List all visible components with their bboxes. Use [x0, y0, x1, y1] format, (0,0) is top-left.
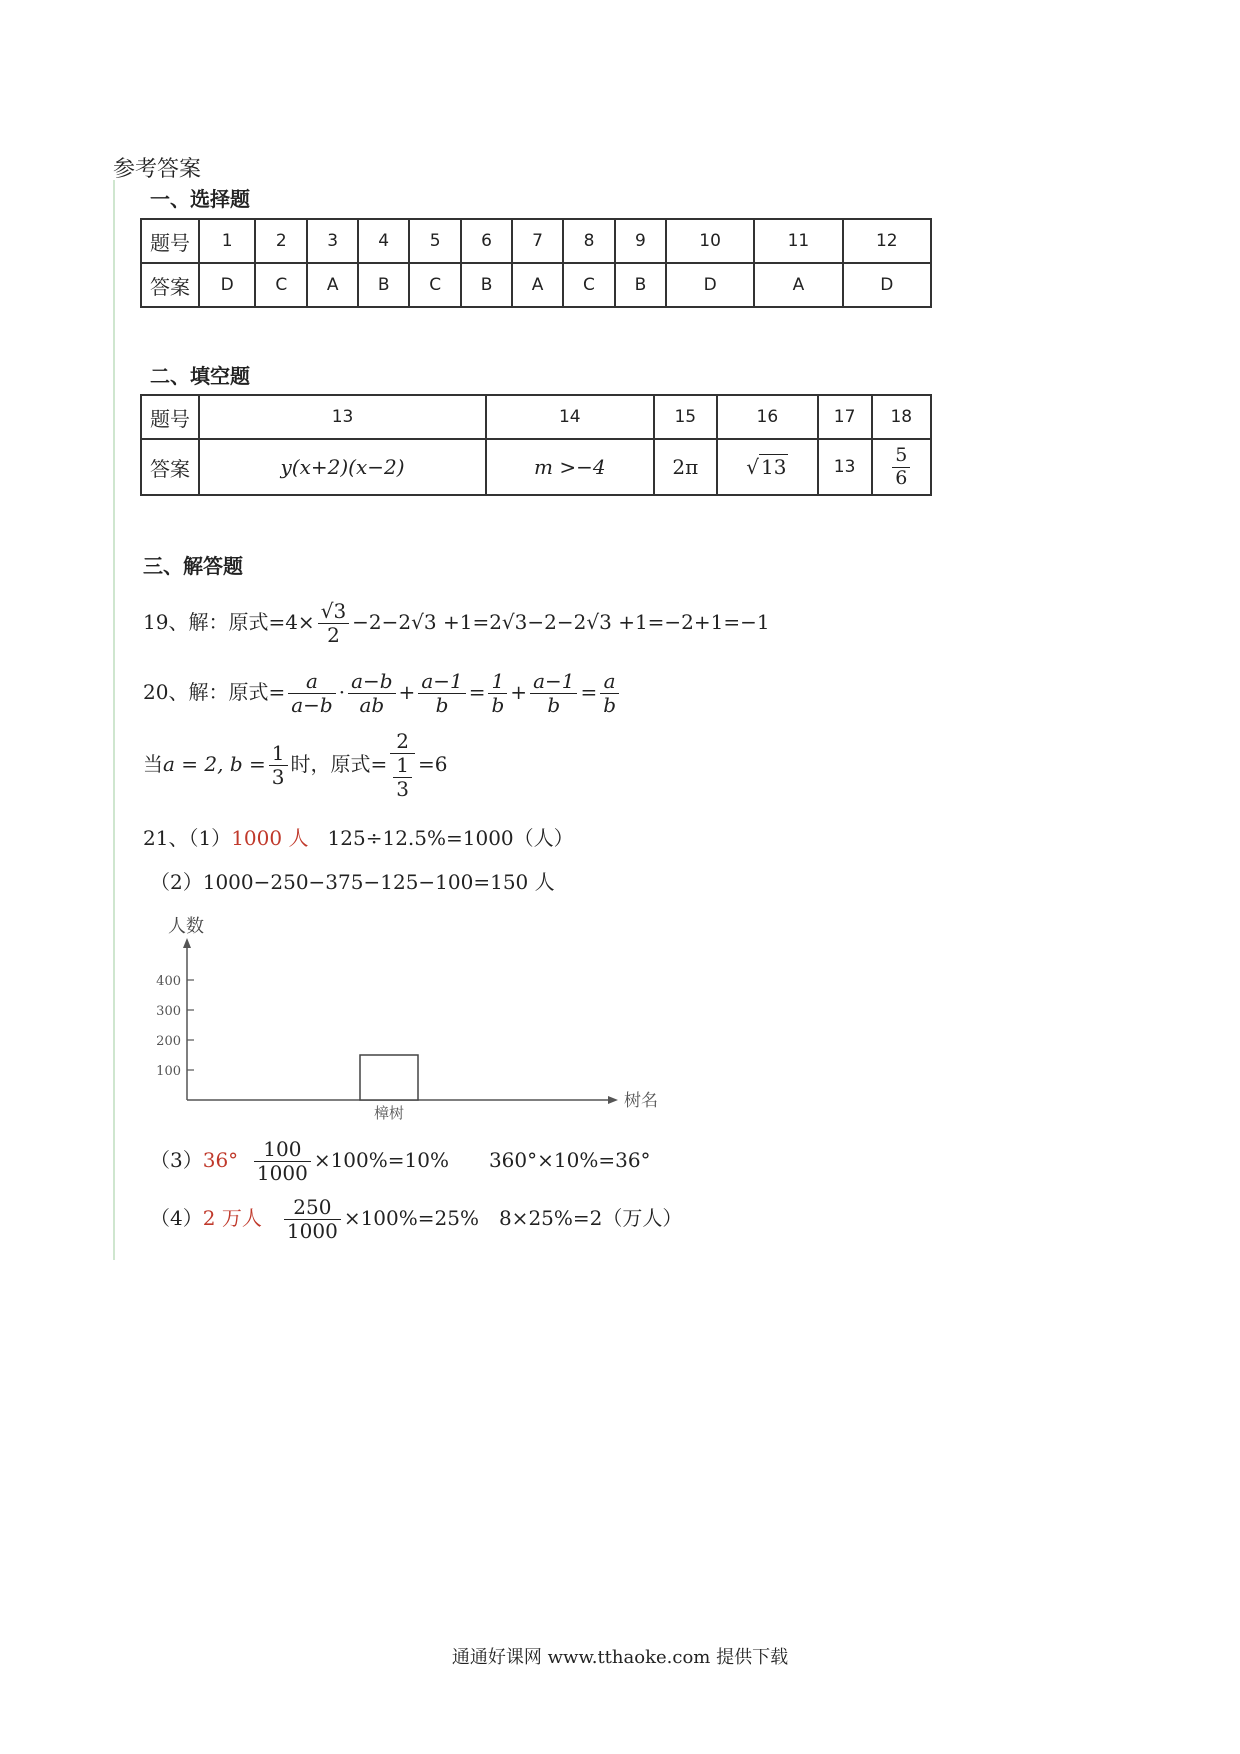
left-margin-line [113, 180, 115, 1260]
bar-0 [360, 1055, 418, 1100]
choice-q-cell: 3 [307, 219, 358, 263]
choice-q-cell: 12 [843, 219, 931, 263]
q21-p3-work: ×100%=10% 360°×10%=36° [313, 1148, 651, 1172]
q20-big-num: 2 [390, 730, 415, 754]
choice-a-cell: B [358, 263, 409, 307]
q20-line1: 20、解：原式= $\frac{a}{a-b}$ · $\frac{a-b}{ab}$ + $\frac{a-1}{b}$ = $\frac{1}{b}$ + $\frac{a-1}{b}$ = $\frac{a}{b}$ [143, 670, 622, 717]
q20-line2-prefix: 当 [143, 752, 163, 776]
q21-part2: （2）1000−250−375−125−100=150 人 [150, 870, 555, 894]
section1-title: 一、选择题 [150, 187, 250, 211]
q21-p1-work: 125÷12.5%=1000（人） [327, 826, 574, 850]
q20-f5-den: b [547, 693, 561, 717]
q19-frac-den: 2 [327, 623, 340, 647]
choice-q-cell: 11 [754, 219, 842, 263]
q21-p1-label: 21、（1） [143, 826, 232, 850]
q21-p1-answer: 1000 人 [231, 826, 309, 850]
q21-p3-den: 1000 [256, 1161, 308, 1185]
fill-a16: √ 13 [717, 439, 818, 495]
q21-part1 [143, 822, 574, 851]
choice-answer-table [140, 218, 932, 308]
choice-a-cell: C [409, 263, 461, 307]
q20-line2-result: =6 [418, 752, 448, 776]
y-tick-label: 100 [156, 1064, 181, 1079]
fill-answer-table [140, 394, 932, 496]
y-tick-label: 200 [156, 1034, 181, 1049]
q20-f3-num: a−1 [418, 670, 465, 694]
fill-a17: 13 [818, 439, 872, 495]
y-tick-label: 400 [156, 974, 181, 989]
fill-a18 [872, 439, 931, 495]
q20-inner-den: 3 [396, 777, 409, 801]
choice-q-cell: 9 [615, 219, 666, 263]
fill-q-cell: 18 [872, 395, 931, 439]
q20-f1-num: a [288, 670, 335, 694]
choice-q-cell: 2 [255, 219, 307, 263]
fill-q-cell: 16 [717, 395, 818, 439]
choice-q-cell: 10 [666, 219, 754, 263]
fill-answer-row [141, 439, 931, 495]
chart-ylabel: 人数 [168, 916, 204, 937]
q21-p4-work: ×100%=25% 8×25%=2（万人） [343, 1206, 683, 1230]
q20-line2 [143, 730, 447, 801]
x-axis-arrow [608, 1096, 618, 1104]
q20-line2-cond: a = 2, b = [163, 752, 266, 776]
section2-title: 二、填空题 [150, 364, 250, 388]
q21-p3-answer: 36° [202, 1148, 239, 1172]
fill-q-cell: 13 [199, 395, 486, 439]
q21-p3-label: （3） [150, 1148, 203, 1172]
q19-line [143, 600, 770, 647]
fill-a14: m >−4 [486, 439, 654, 495]
choice-q-cell: 7 [512, 219, 563, 263]
choice-answer-row [141, 263, 931, 307]
q20-b-num: 1 [269, 742, 288, 766]
fill-a15: 2π [654, 439, 717, 495]
choice-q-cell: 1 [199, 219, 255, 263]
q21-part3 [150, 1138, 651, 1185]
fill-q-cell: 14 [486, 395, 654, 439]
row-label-answer: 答案 [141, 439, 199, 495]
q20-f2-num: a−b [348, 670, 395, 694]
choice-a-cell: B [461, 263, 512, 307]
fill-a18-num: 5 [892, 445, 910, 468]
choice-a-cell: D [199, 263, 255, 307]
choice-q-cell: 4 [358, 219, 409, 263]
q21-p4-den: 1000 [286, 1219, 338, 1243]
fill-a16-radicand: 13 [761, 455, 787, 479]
choice-question-row [141, 219, 931, 263]
fill-q-cell: 17 [818, 395, 872, 439]
choice-a-cell: B [615, 263, 666, 307]
choice-a-cell: A [512, 263, 563, 307]
footer-credit: 通通好课网 www.tthaoke.com 提供下载 [451, 1647, 789, 1668]
q20-prefix: 20、解：原式= [143, 680, 286, 704]
q20-f6-den: b [603, 693, 617, 717]
q20-f2-den: ab [359, 693, 385, 717]
q20-f3-den: b [435, 693, 449, 717]
q20-f4-num: 1 [488, 670, 507, 694]
row-label-question: 题号 [141, 219, 199, 263]
choice-a-cell: D [843, 263, 931, 307]
row-label-question: 题号 [141, 395, 199, 439]
choice-q-cell: 5 [409, 219, 461, 263]
y-tick-label: 300 [156, 1004, 181, 1019]
doc-title: 参考答案 [113, 157, 202, 182]
q21-p4-answer: 2 万人 [202, 1206, 262, 1230]
q20-f4-den: b [491, 693, 505, 717]
choice-a-cell: A [307, 263, 358, 307]
q19-rest: −2−2√3 +1=2√3−2−2√3 +1=−2+1=−1 [352, 610, 770, 634]
section3-title: 三、解答题 [143, 554, 243, 578]
choice-q-cell: 8 [563, 219, 615, 263]
x-category-label: 樟树 [373, 1104, 405, 1122]
q21-p3-num: 100 [254, 1138, 311, 1162]
choice-q-cell: 6 [461, 219, 512, 263]
q19-frac-num: √3 [318, 600, 349, 624]
q20-inner-num: 1 [393, 754, 412, 778]
q21-part4 [150, 1196, 682, 1243]
q21-p4-label: （4） [150, 1206, 203, 1230]
q20-f5-num: a−1 [530, 670, 577, 694]
y-axis-arrow [183, 938, 191, 948]
choice-a-cell: D [666, 263, 754, 307]
fill-q-cell: 15 [654, 395, 717, 439]
fill-a13: y(x+2)(x−2) [199, 439, 486, 495]
row-label-answer: 答案 [141, 263, 199, 307]
q21-p4-num: 250 [284, 1196, 341, 1220]
q20-line2-mid: 时，原式= [290, 752, 388, 776]
q20-f1-den: a−b [291, 693, 333, 717]
chart-xlabel: 树名 [624, 1091, 658, 1111]
q20-f6-num: a [600, 670, 619, 694]
choice-a-cell: A [754, 263, 842, 307]
fill-question-row [141, 395, 931, 439]
choice-a-cell: C [563, 263, 615, 307]
fill-a18-den: 6 [895, 466, 908, 489]
choice-a-cell: C [255, 263, 307, 307]
tree-bar-chart [140, 910, 700, 1130]
q20-b-den: 3 [271, 765, 285, 789]
q19-prefix: 19、解：原式=4× [143, 610, 315, 634]
